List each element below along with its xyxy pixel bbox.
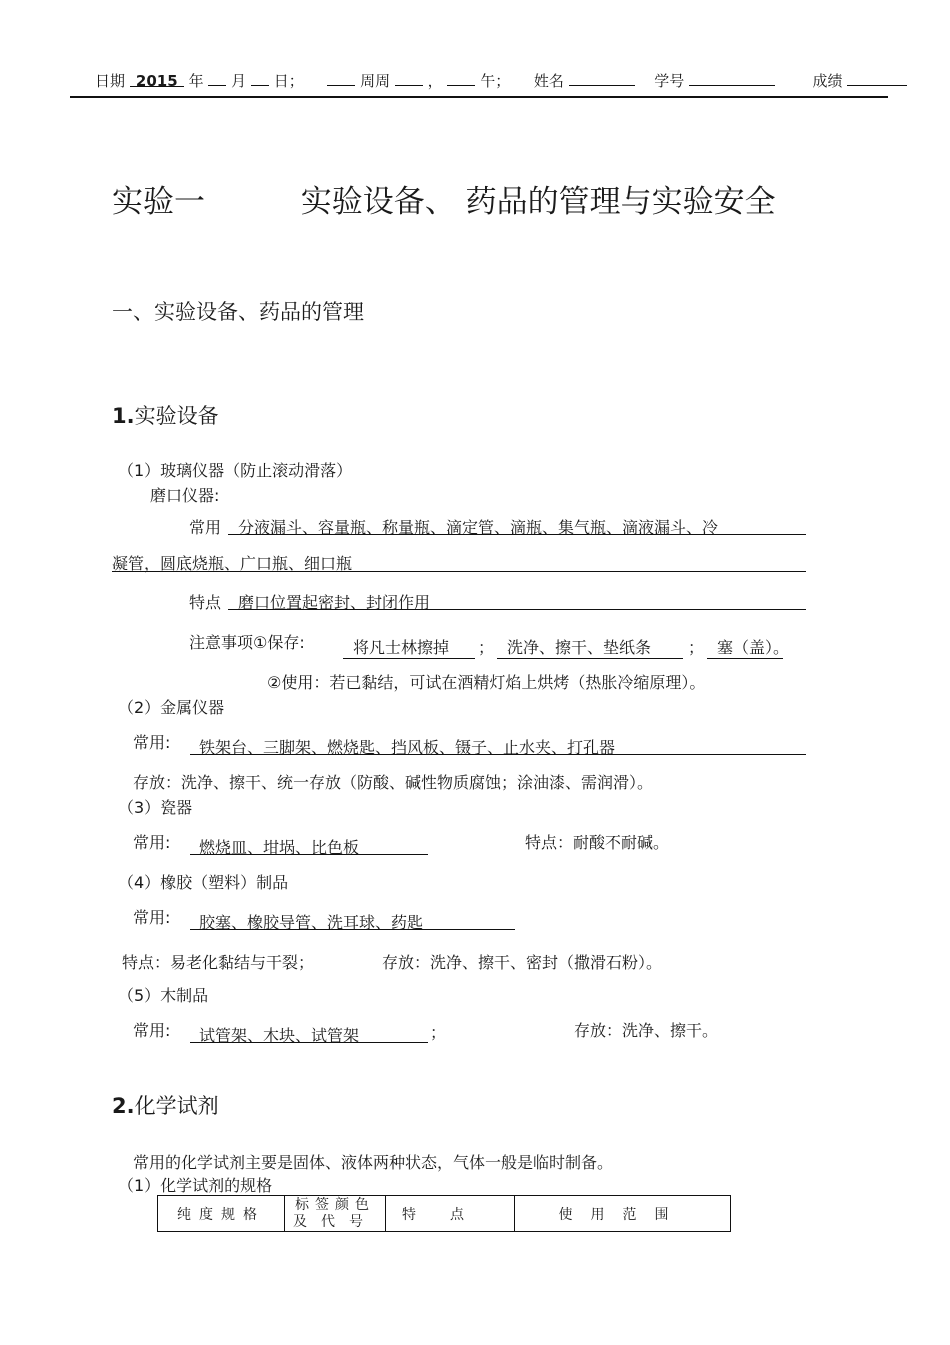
header-bar (95, 70, 907, 91)
ground-glass-label: 磨口仪器: (150, 486, 220, 505)
page-title (112, 176, 776, 221)
wood-common-label: 常用: (133, 1021, 171, 1040)
porcelain-heading: （3）瓷器 (118, 798, 193, 817)
score-label: 成绩 (812, 72, 843, 90)
porcelain-common-value: 燃烧皿、坩埚、比色板 (199, 838, 360, 857)
metal-heading: （2）金属仪器 (118, 698, 225, 717)
glass-note-semicolon-2: ； (688, 638, 705, 657)
weekday-field (395, 71, 423, 86)
id-field (689, 71, 775, 86)
glass-feature-label: 特点 (189, 593, 222, 612)
rubber-common-label: 常用: (133, 908, 171, 927)
noon-suffix: 午； (480, 72, 511, 90)
name-field (569, 71, 635, 86)
col-label-color: 标签颜色 及代号 (285, 1196, 386, 1232)
month-field (208, 71, 226, 86)
glass-note-label: 注意事项①保存: (189, 633, 305, 652)
week-label: 周周 (360, 72, 391, 90)
id-label: 学号 (654, 72, 685, 90)
col-usage: 使用范围 (515, 1196, 731, 1232)
metal-common-label: 常用: (133, 733, 171, 752)
glass-note-a: 将凡士林擦掉 (343, 635, 475, 659)
wood-common-value: 试管架、木块、试管架 (199, 1026, 360, 1045)
glass-note-semicolon-1: ； (478, 638, 495, 657)
porcelain-feature: 特点：耐酸不耐碱。 (525, 833, 670, 852)
score-field (847, 71, 907, 86)
metal-common-value: 铁架台、三脚架、燃烧匙、挡风板、镊子、止水夹、打孔器 (199, 738, 616, 757)
rubber-feature: 特点：易老化黏结与干裂； (122, 953, 315, 972)
glass-note-c: 塞（盖）。 (707, 635, 783, 659)
experiment-title: 实验设备、 药品的管理与实验安全 (300, 184, 776, 220)
col-feature: 特点 (386, 1196, 515, 1232)
rubber-heading: （4）橡胶（塑料）制品 (118, 873, 289, 892)
header-rule (70, 96, 888, 98)
col-purity: 纯度规格 (158, 1196, 285, 1232)
week-field (327, 71, 355, 86)
glass-common-value-1: 分液漏斗、容量瓶、称量瓶、滴定管、滴瓶、集气瓶、滴液漏斗、冷 (238, 518, 719, 537)
reagent-intro: 常用的化学试剂主要是固体、液体两种状态，气体一般是临时制备。 (133, 1153, 614, 1172)
wood-storage: 存放：洗净、擦干。 (574, 1021, 719, 1040)
porcelain-common-label: 常用: (133, 833, 171, 852)
subsection-heading-equipment: 1.实验设备 (112, 404, 219, 428)
subsection-heading-reagents: 2.化学试剂 (112, 1094, 219, 1118)
reagent-spec-table (157, 1195, 731, 1232)
glass-common-label: 常用 (189, 518, 222, 537)
rubber-common-value: 胶塞、橡胶导管、洗耳球、药匙 (199, 913, 424, 932)
glass-use-note: ②使用：若已黏结，可试在酒精灯焰上烘烤（热胀冷缩原理）。 (267, 673, 706, 692)
month-suffix: 月 (231, 72, 247, 90)
noon-field (447, 71, 475, 86)
day-suffix: 日； (273, 72, 304, 90)
name-label: 姓名 (533, 72, 564, 90)
table-header-row (158, 1196, 731, 1232)
glass-feature-value: 磨口位置起密封、封闭作用 (238, 593, 431, 612)
year-field: 2015 (130, 72, 184, 87)
wood-semicolon: ； (430, 1023, 447, 1042)
spec-heading: （1）化学试剂的规格 (118, 1176, 273, 1195)
rubber-storage: 存放：洗净、擦干、密封（撒滑石粉）。 (382, 953, 663, 972)
glass-note-b: 洗净、擦干、垫纸条 (497, 635, 683, 659)
experiment-number: 实验一 (112, 184, 205, 220)
day-field (251, 71, 269, 86)
comma: ， (427, 72, 443, 90)
metal-storage: 存放：洗净、擦干、统一存放（防酸、碱性物质腐蚀；涂油漆、需润滑）。 (133, 773, 654, 792)
wood-heading: （5）木制品 (118, 986, 209, 1005)
glass-heading: （1）玻璃仪器（防止滚动滑落） (118, 461, 353, 480)
glass-common-value-2: 凝管，圆底烧瓶、广口瓶、细口瓶 (112, 554, 353, 573)
date-label: 日期 (95, 72, 126, 90)
section-heading: 一、实验设备、药品的管理 (112, 300, 364, 324)
year-suffix: 年 (188, 72, 204, 90)
